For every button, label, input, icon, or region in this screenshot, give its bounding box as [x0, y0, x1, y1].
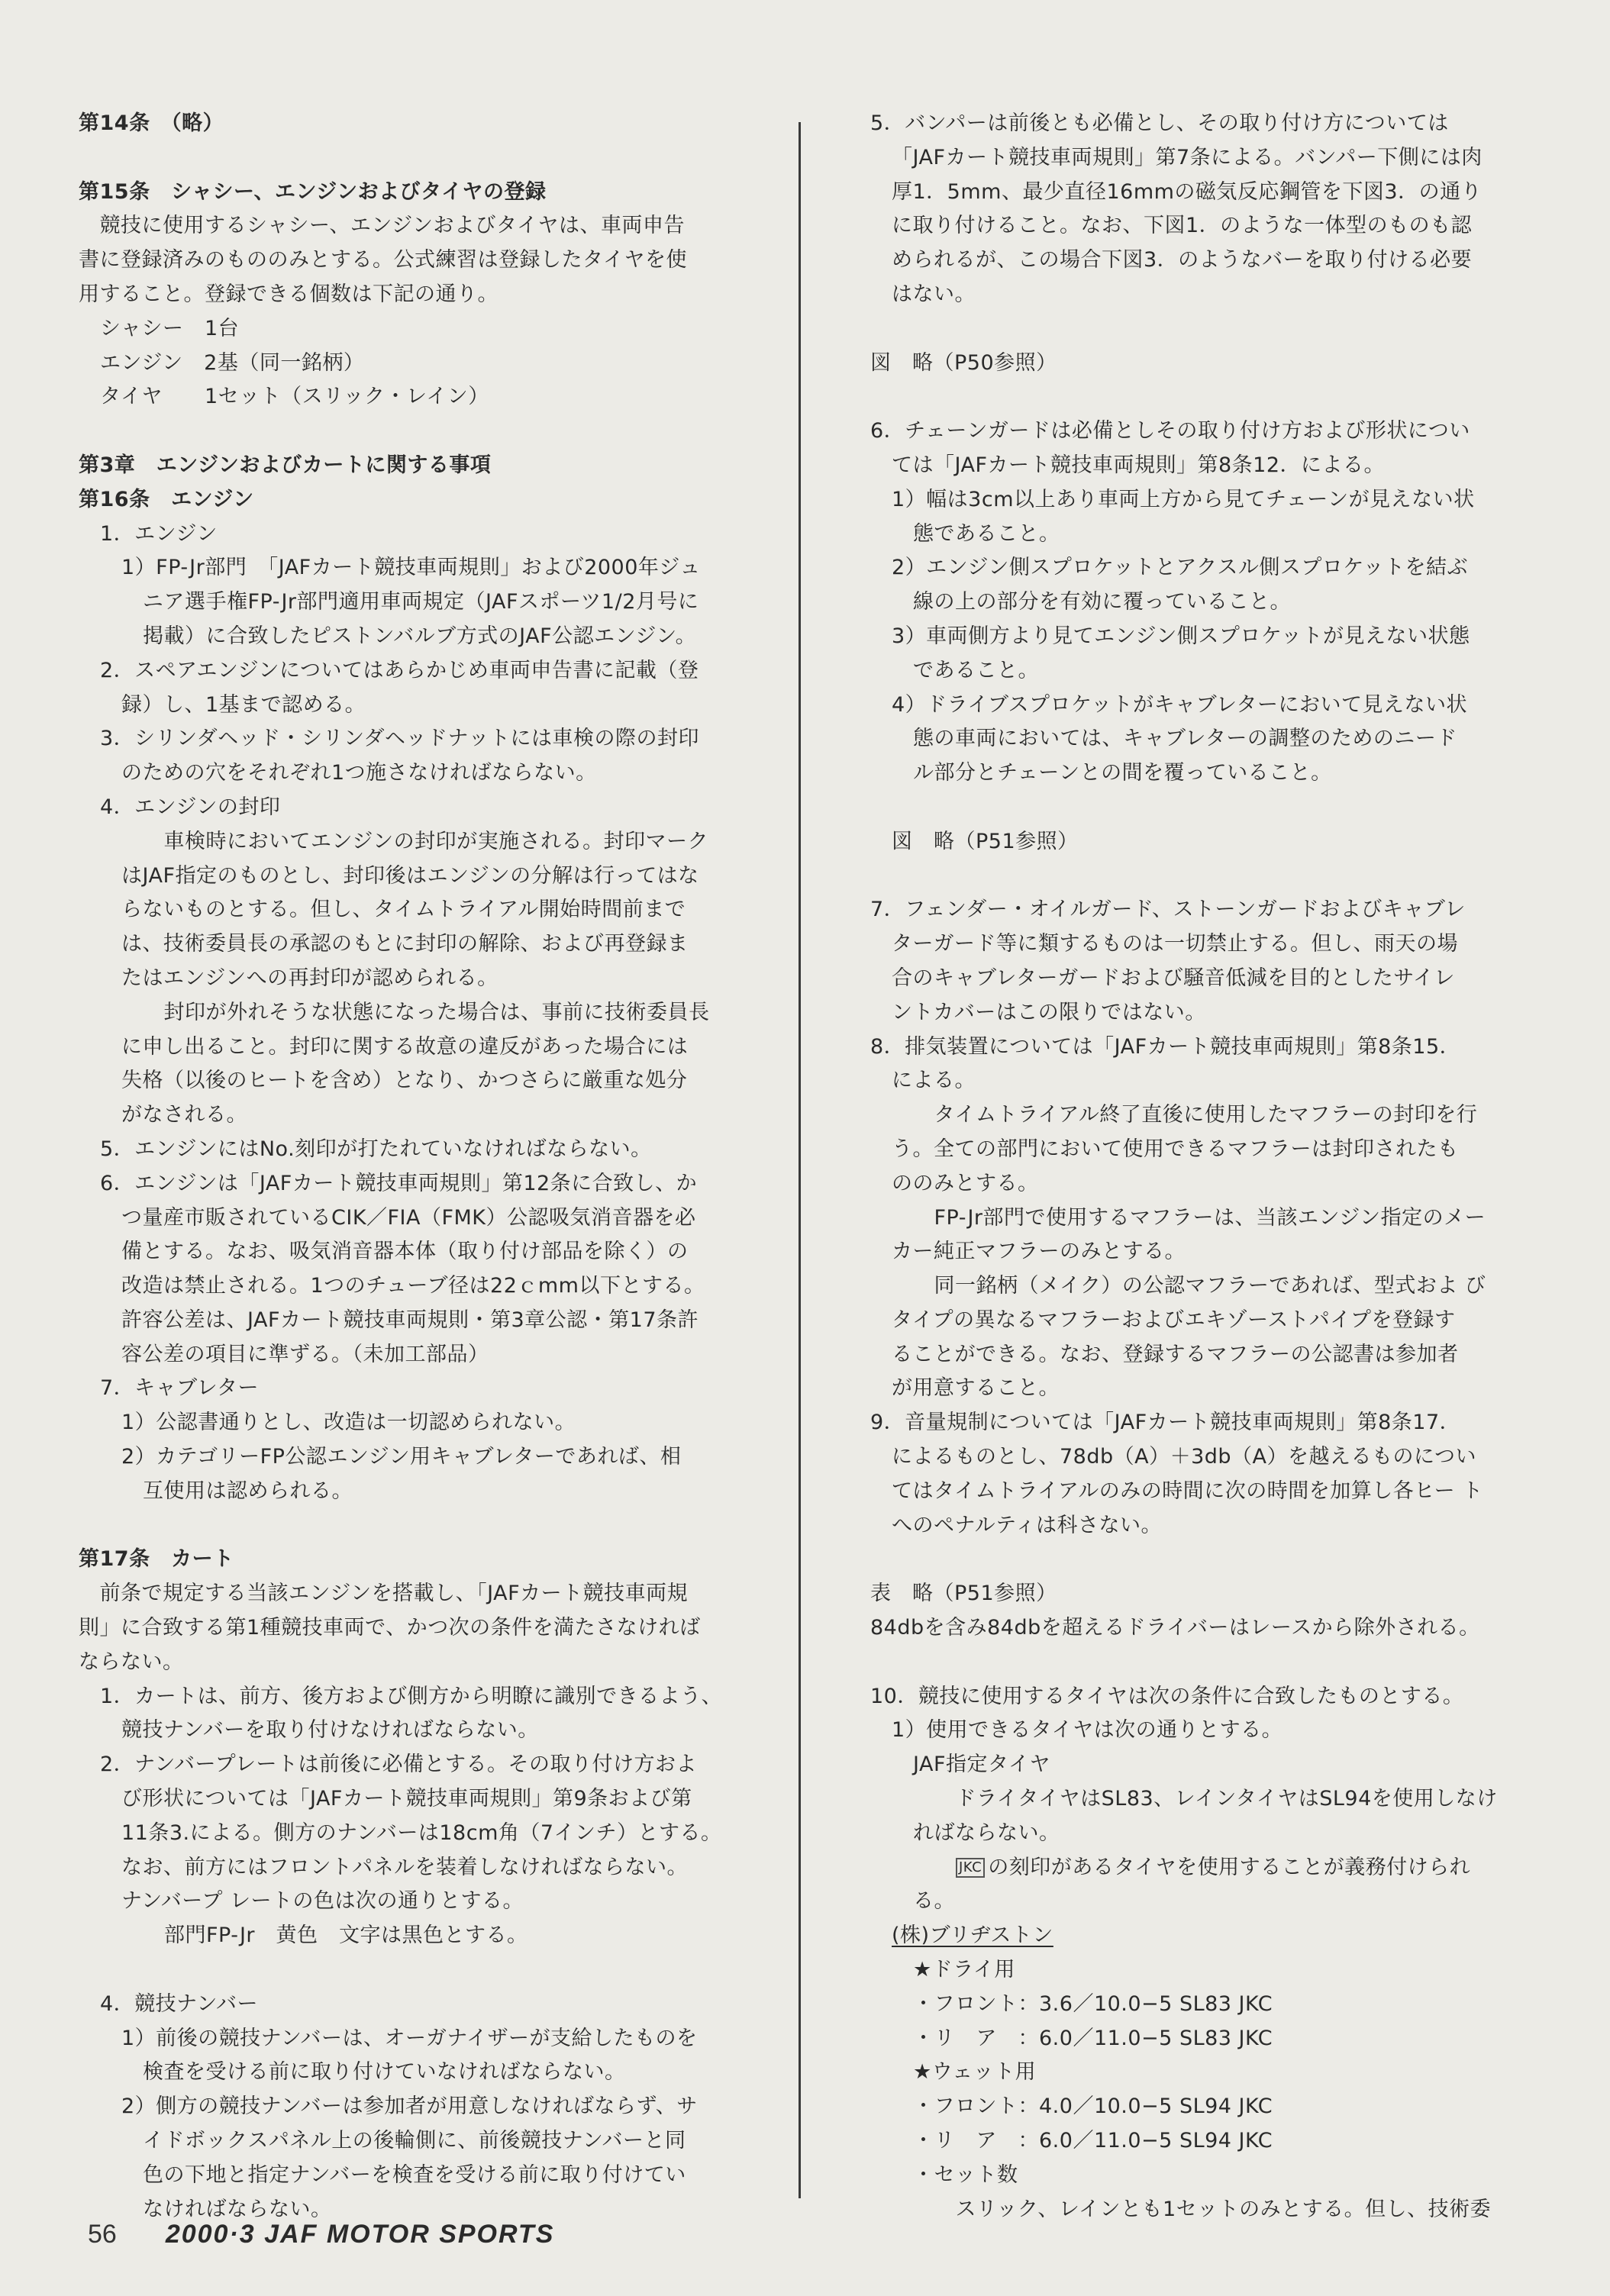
- text-line: [79, 1030, 750, 1065]
- text-line: [870, 585, 1534, 620]
- line-text: はJAF指定のものとし、封印後はエンジンの分解は行ってはな: [121, 863, 699, 888]
- line-text: イドボックスパネル上の後輪側に、前後競技ナンバーと同: [143, 2129, 686, 2153]
- text-line: [870, 518, 1534, 552]
- text-line: [79, 1406, 750, 1440]
- text-line: [79, 518, 750, 552]
- line-text: は、技術委員長の承認のもとに封印の解除、および再登録ま: [121, 932, 689, 956]
- line-text: う。全ての部門において使用できるマフラーは封印されたも: [892, 1137, 1459, 1161]
- section-heading: [79, 483, 750, 518]
- text-line: [79, 1919, 750, 1953]
- text-line: [79, 893, 750, 927]
- text-line: [870, 654, 1534, 688]
- text-line: [870, 243, 1534, 278]
- text-line: [870, 1304, 1534, 1338]
- text-line: [870, 825, 1534, 859]
- line-text: 2）側方の競技ナンバーは参加者が用意しなければならず、サ: [121, 2094, 698, 2119]
- text-line: [79, 1646, 750, 1680]
- line-text: 1）幅は3cm以上あり車両上方から見てチェーンが見えない状: [892, 487, 1475, 511]
- line-text: 1．カートは、前方、後方および側方から明瞭に識別できるよう、: [100, 1684, 723, 1708]
- line-text: 図 略（P50参照）: [870, 350, 1057, 375]
- text-line: [870, 551, 1534, 585]
- text-line: [79, 1201, 750, 1236]
- line-text: 色の下地と指定ナンバーを検査を受ける前に取り付けてい: [143, 2162, 686, 2187]
- line-text: に申し出ること。封印に関する故意の違反があった場合には: [121, 1034, 689, 1059]
- spacer: [79, 414, 750, 449]
- text-line: [870, 347, 1534, 381]
- text-line: [79, 1885, 750, 1919]
- text-line: [870, 2056, 1534, 2090]
- line-text: エンジン 2基（同一銘柄）: [100, 350, 365, 375]
- text-line: [79, 209, 750, 243]
- line-text: 許容公差は、JAFカート競技車両規則・第3章公認・第17条許: [121, 1308, 699, 1332]
- line-text: ・リ ア ：6.0／11.0−5 SL94 JKC: [913, 2129, 1273, 2153]
- line-text: 第14条 （略）: [79, 111, 224, 135]
- text-line: [79, 756, 750, 791]
- text-line: [870, 1030, 1534, 1065]
- text-line: [79, 1611, 750, 1646]
- spacer: [79, 141, 750, 176]
- text-line: [870, 1577, 1534, 1611]
- line-text: 1）使用できるタイヤは次の通りとする。: [892, 1718, 1283, 1743]
- text-line: [870, 996, 1534, 1030]
- line-text: 合のキャブレターガードおよび騒音低減を目的としたサイレ: [892, 966, 1455, 990]
- line-text: ・フロント：4.0／10.0−5 SL94 JKC: [913, 2094, 1273, 2119]
- section-heading: [79, 449, 750, 483]
- line-text: 7．キャブレター: [100, 1376, 260, 1401]
- line-text: 6．エンジンは「JAFカート競技車両規則」第12条に合致し、か: [100, 1171, 698, 1195]
- line-text: ればならない。: [913, 1820, 1060, 1845]
- text-line: [870, 2124, 1534, 2159]
- spacer: [79, 1953, 750, 1988]
- line-text: ては「JAFカート競技車両規則」第8条12．による。: [892, 453, 1386, 477]
- line-text: 検査を受ける前に取り付けていなければならない。: [143, 2060, 626, 2085]
- line-text: JAF指定タイヤ: [913, 1753, 1050, 1777]
- line-text: 態の車両においては、キャブレターの調整のためのニード: [913, 727, 1457, 751]
- text-line: [870, 1919, 1534, 1953]
- text-line: [870, 1098, 1534, 1133]
- text-line: [870, 1851, 1534, 1885]
- text-line: [79, 1988, 750, 2022]
- text-line: [79, 1167, 750, 1201]
- line-text: 「JAFカート競技車両規則」第7条による。バンパー下側には肉: [892, 145, 1483, 169]
- text-line: [870, 756, 1534, 791]
- column-divider: [799, 122, 801, 2198]
- text-line: [870, 688, 1534, 723]
- line-text: 書に登録済みのもののみとする。公式練習は登録したタイヤを使: [79, 248, 687, 272]
- text-line: [870, 2022, 1534, 2056]
- line-text: 競技に使用するシャシー、エンジンおよびタイヤは、車両申告: [79, 214, 685, 238]
- line-text: 厚1．5mm、最少直径16mmの磁気反応鋼管を下図3．の通り: [892, 179, 1483, 204]
- text-line: [79, 1714, 750, 1748]
- right-column: [870, 107, 1534, 2227]
- line-text: 録）し、1基まで認める。: [121, 692, 366, 717]
- line-text: 5．エンジンにはNo.刻印が打たれていなければならない。: [100, 1137, 652, 1161]
- line-text: 1）FP-Jr部門 「JAFカート競技車両規則」および2000年ジュ: [121, 556, 701, 580]
- text-line: [870, 927, 1534, 962]
- line-text: ナンバープ レートの色は次の通りとする。: [121, 1889, 524, 1914]
- text-line: [79, 688, 750, 723]
- text-line: [870, 1782, 1534, 1817]
- section-heading: [79, 107, 750, 141]
- line-text: スリック、レインとも1セットのみとする。但し、技術委: [934, 2197, 1492, 2221]
- line-text: 図 略（P51参照）: [892, 829, 1079, 853]
- text-line: [79, 1817, 750, 1851]
- line-text: 4）ドライブスプロケットがキャブレターにおいて見えない状: [892, 692, 1467, 717]
- text-line: [870, 962, 1534, 996]
- text-line: [79, 243, 750, 278]
- line-text: によるものとし、78db（A）＋3db（A）を越えるものについ: [892, 1445, 1476, 1469]
- line-text: 同一銘柄（メイク）の公認マフラーであれば、型式およ び: [913, 1274, 1486, 1298]
- text-line: [79, 1782, 750, 1817]
- text-line: [79, 278, 750, 312]
- text-line: [870, 1406, 1534, 1440]
- text-line: [870, 1680, 1534, 1714]
- line-text: へのペナルティは科さない。: [892, 1513, 1162, 1537]
- line-text: ル部分とチェーンとの間を覆っていること。: [913, 761, 1332, 785]
- text-line: [870, 414, 1534, 449]
- line-text: 容公差の項目に準ずる。（未加工部品）: [121, 1342, 489, 1366]
- text-line: [79, 1851, 750, 1885]
- text-line: [870, 1235, 1534, 1269]
- spacer: [870, 791, 1534, 825]
- text-line: [79, 2124, 750, 2159]
- text-line: [870, 483, 1534, 518]
- text-line: [79, 312, 750, 347]
- text-line: [79, 825, 750, 859]
- line-text: 6．チェーンガードは必備としその取り付け方および形状につい: [870, 419, 1470, 443]
- text-line: [870, 209, 1534, 243]
- text-line: [79, 1269, 750, 1304]
- text-line: [79, 2056, 750, 2090]
- line-text: であること。: [913, 658, 1039, 682]
- text-line: [870, 2193, 1534, 2227]
- line-text: ターガード等に類するものは一切禁止する。但し、雨天の場: [892, 932, 1458, 956]
- text-line: [870, 1440, 1534, 1475]
- text-line: [79, 1064, 750, 1098]
- line-text: ・フロント：3.6／10.0−5 SL83 JKC: [913, 1991, 1273, 2016]
- text-line: [870, 278, 1534, 312]
- line-text: 1）前後の競技ナンバーは、オーガナイザーが支給したものを: [121, 2026, 698, 2050]
- line-text: 3．シリンダヘッド・シリンダヘッドナットには車検の際の封印: [100, 727, 699, 751]
- text-line: [79, 1680, 750, 1714]
- line-text: FP-Jr部門で使用するマフラーは、当該エンジン指定のメー: [913, 1205, 1486, 1230]
- text-line: [870, 1885, 1534, 1919]
- text-line: [870, 1748, 1534, 1782]
- line-text: ★ウェット用: [913, 2060, 1037, 2085]
- text-line: [870, 1509, 1534, 1543]
- section-heading: [79, 176, 750, 210]
- text-line: [79, 1577, 750, 1611]
- text-line: [79, 2022, 750, 2056]
- spacer: [870, 859, 1534, 894]
- text-line: [870, 893, 1534, 927]
- line-text: ・セット数: [913, 2162, 1018, 2187]
- line-text: つ量産市販されているCIK／FIA（FMK）公認吸気消音器を必: [121, 1205, 696, 1230]
- text-line: [870, 1167, 1534, 1201]
- line-text: ・リ ア ：6.0／11.0−5 SL83 JKC: [913, 2026, 1273, 2050]
- line-text: められるが、この場合下図3．のようなバーを取り付ける必要: [892, 248, 1473, 272]
- line-text: による。: [892, 1069, 976, 1093]
- spacer: [870, 312, 1534, 347]
- line-text: カー純正マフラーのみとする。: [892, 1240, 1186, 1264]
- line-text: 5．バンパーは前後とも必備とし、その取り付け方については: [870, 111, 1449, 135]
- text-line: [870, 2159, 1534, 2193]
- line-text: タイムトライアル終了直後に使用したマフラーの封印を行: [913, 1103, 1478, 1127]
- line-text: ることができる。なお、登録するマフラーの公認書は参加者: [892, 1342, 1459, 1366]
- text-line: [79, 347, 750, 381]
- text-line: [79, 620, 750, 654]
- text-line: [870, 1611, 1534, 1646]
- text-line: [79, 962, 750, 996]
- line-text: 線の上の部分を有効に覆っていること。: [913, 590, 1291, 614]
- line-text: 1）公認書通りとし、改造は一切認められない。: [121, 1411, 576, 1435]
- line-text: 8．排気装置については「JAFカート競技車両規則」第8条15．: [870, 1034, 1461, 1059]
- spacer: [870, 380, 1534, 414]
- text-line: [79, 1440, 750, 1475]
- text-line: [79, 722, 750, 756]
- text-line: [79, 1098, 750, 1133]
- line-text: 車検時においてエンジンの封印が実施される。封印マーク: [143, 829, 709, 853]
- line-text: 10．競技に使用するタイヤは次の条件に合致したものとする。: [870, 1684, 1464, 1708]
- text-line: [79, 859, 750, 894]
- line-text: が用意すること。: [892, 1376, 1060, 1401]
- spacer: [79, 1509, 750, 1543]
- text-line: [870, 722, 1534, 756]
- line-text: 2）カテゴリーFP公認エンジン用キャブレターであれば、相: [121, 1445, 682, 1469]
- text-line: [79, 1338, 750, 1372]
- spacer: [870, 1646, 1534, 1680]
- text-line: [870, 1817, 1534, 1851]
- text-line: [79, 380, 750, 414]
- line-text: 4．エンジンの封印: [100, 795, 281, 819]
- line-text: 部門FP-Jr 黄色 文字は黒色とする。: [164, 1924, 528, 1948]
- line-text: 1．エンジン: [100, 521, 218, 546]
- text-line: [79, 2090, 750, 2124]
- text-line: [870, 1714, 1534, 1748]
- text-line: [870, 1372, 1534, 1406]
- line-text: 備とする。なお、吸気消音器本体（取り付け部品を除く）の: [121, 1240, 689, 1264]
- text-line: [79, 996, 750, 1030]
- section-heading: [79, 1543, 750, 1577]
- spacer: [870, 1543, 1534, 1577]
- line-text: ドライタイヤはSL83、レインタイヤはSL94を使用しなけ: [934, 1787, 1498, 1811]
- line-text: たはエンジンへの再封印が認められる。: [121, 966, 498, 990]
- text-line: [870, 1269, 1534, 1304]
- text-line: [870, 107, 1534, 141]
- line-text: 4．競技ナンバー: [100, 1991, 258, 2016]
- publication-title: 2000·3 JAF MOTOR SPORTS: [165, 2220, 555, 2249]
- text-line: [79, 1235, 750, 1269]
- text-line: [870, 176, 1534, 210]
- line-text: 第17条 カート: [79, 1547, 234, 1572]
- text-line: [870, 449, 1534, 483]
- line-text: 2）エンジン側スプロケットとアクスル側スプロケットを結ぶ: [892, 556, 1469, 580]
- text-line: [79, 654, 750, 688]
- line-text: び形状については「JAFカート競技車両規則」第9条および第: [121, 1787, 692, 1811]
- line-text: 封印が外れそうな状態になった場合は、事前に技術委員長: [143, 1000, 710, 1024]
- line-text: 態であること。: [913, 521, 1060, 546]
- line-text: 前条で規定する当該エンジンを搭載し、「JAFカート競技車両規: [79, 1582, 689, 1606]
- line-text: ならない。: [79, 1649, 184, 1674]
- text-line: [79, 551, 750, 585]
- text-line: [870, 1988, 1534, 2022]
- text-line: [79, 1748, 750, 1782]
- text-line: [79, 927, 750, 962]
- text-line: [79, 1304, 750, 1338]
- line-text: 競技ナンバーを取り付けなければならない。: [121, 1718, 539, 1743]
- line-text: 2．ナンバープレートは前後に必備とする。その取り付け方およ: [100, 1753, 698, 1777]
- text-line: [79, 1372, 750, 1406]
- line-text: (株)ブリヂストン: [892, 1924, 1053, 1948]
- line-text: 84dbを含み84dbを超えるドライバーはレースから除外される。: [870, 1616, 1480, 1640]
- text-line: [870, 2090, 1534, 2124]
- line-text: 失格（以後のヒートを含め）となり、かつさらに厳重な処分: [121, 1069, 688, 1093]
- text-line: [870, 141, 1534, 176]
- line-text: ニア選手権FP-Jr部門適用車両規定（JAFスポーツ1/2月号に: [143, 590, 699, 614]
- text-line: [870, 1338, 1534, 1372]
- line-text: タイヤ 1セット（スリック・レイン）: [100, 385, 489, 409]
- page-footer: [88, 2220, 554, 2249]
- line-text: なければならない。: [143, 2197, 332, 2221]
- text-line: [79, 2159, 750, 2193]
- line-text: 2．スペアエンジンについてはあらかじめ車両申告書に記載（登: [100, 658, 699, 682]
- line-text: 11条3.による。側方のナンバーは18cm角（7インチ）とする。: [121, 1820, 722, 1845]
- line-text: はない。: [892, 282, 976, 306]
- line-text: 改造は禁止される。1つのチューブ径は22ｃmm以下とする。: [121, 1274, 705, 1298]
- text-line: [870, 1201, 1534, 1236]
- line-text: なお、前方にはフロントパネルを装着しなければならない。: [121, 1855, 688, 1879]
- line-text: の刻印があるタイヤを使用することが義務付けられ: [988, 1855, 1471, 1879]
- line-text: てはタイムトライアルのみの時間に次の時間を加算し各ヒー ト: [892, 1479, 1483, 1503]
- line-text: がなされる。: [121, 1103, 247, 1127]
- line-text: 7．フェンダー・オイルガード、ストーンガードおよびキャブレ: [870, 898, 1466, 922]
- line-text: に取り付けること。なお、下図1．のような一体型のものも認: [892, 214, 1473, 238]
- text-line: [79, 1475, 750, 1509]
- line-text: る。: [913, 1889, 955, 1914]
- text-line: [79, 791, 750, 825]
- text-line: [870, 1064, 1534, 1098]
- text-line: [79, 585, 750, 620]
- line-text: 掲載）に合致したピストンバルブ方式のJAF公認エンジン。: [143, 624, 697, 648]
- page-number: 56: [88, 2220, 117, 2249]
- line-text: 用すること。登録できる個数は下記の通り。: [79, 282, 498, 306]
- line-text: タイプの異なるマフラーおよびエキゾーストパイプを登録す: [892, 1308, 1456, 1332]
- line-text: 第16条 エンジン: [79, 487, 254, 511]
- line-text: 第3章 エンジンおよびカートに関する事項: [79, 453, 492, 477]
- line-text: 則」に合致する第1種競技車両で、かつ次の条件を満たさなければ: [79, 1616, 701, 1640]
- line-text: 互使用は認められる。: [143, 1479, 353, 1503]
- text-line: [870, 1475, 1534, 1509]
- line-text: ののみとする。: [892, 1171, 1039, 1195]
- line-text: ントカバーはこの限りではない。: [892, 1000, 1206, 1024]
- line-text: 表 略（P51参照）: [870, 1582, 1057, 1606]
- left-column: [79, 107, 750, 2227]
- text-line: [870, 1953, 1534, 1988]
- text-line: [870, 1133, 1534, 1167]
- line-text: シャシー 1台: [100, 316, 240, 340]
- jkc-badge: JKC: [956, 1858, 985, 1878]
- text-line: [79, 1133, 750, 1167]
- line-text: 3）車両側方より見てエンジン側スプロケットが見えない状態: [892, 624, 1470, 648]
- line-text: 第15条 シャシー、エンジンおよびタイヤの登録: [79, 179, 547, 204]
- line-text: 9．音量規制については「JAFカート競技車両規則」第8条17．: [870, 1411, 1461, 1435]
- text-line: [870, 620, 1534, 654]
- line-text: らないものとする。但し、タイムトライアル開始時間前まで: [121, 898, 686, 922]
- line-text: ★ドライ用: [913, 1958, 1015, 1982]
- line-text: のための穴をそれぞれ1つ施さなければならない。: [121, 761, 597, 785]
